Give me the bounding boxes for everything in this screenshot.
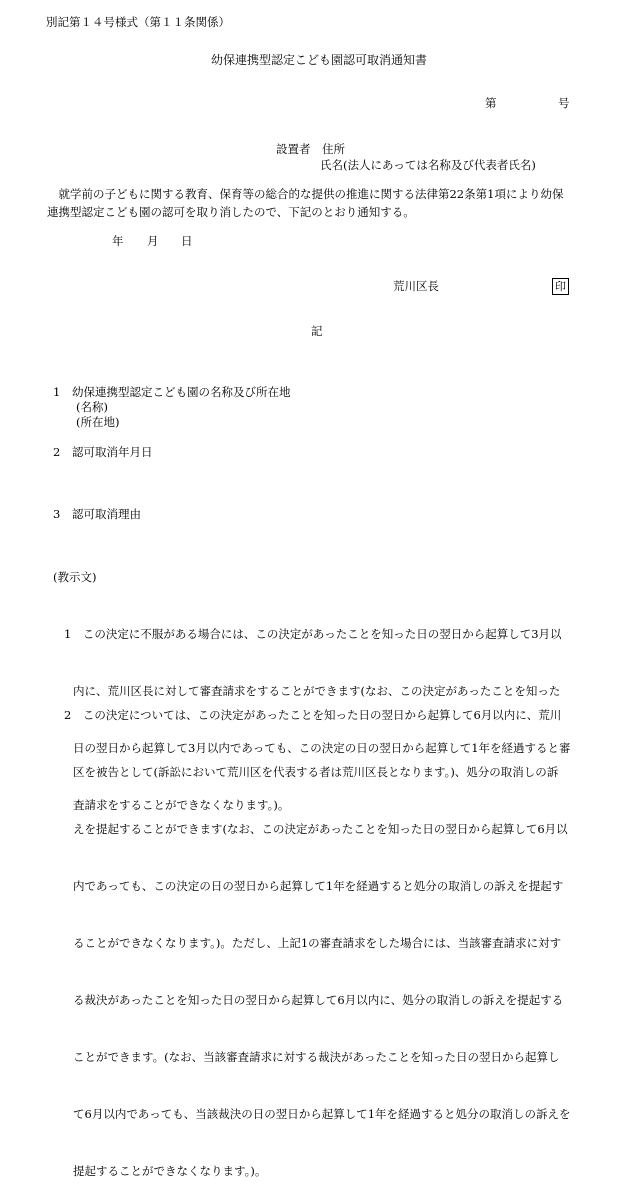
item-3-number: 3 [53,507,61,521]
item-3-label: 認可取消理由 [72,507,141,521]
document-title: 幼保連携型認定こども園認可取消通知書 [211,53,428,67]
instruction-p2-line: えを提起することができます(なお、この決定があったことを知った日の翌日から起算して6月以 [73,822,568,836]
address-label: 住所 [322,142,345,156]
instruction-p2-line: 内であっても、この決定の日の翌日から起算して1年を経過すると処分の取消しの訴えを提起す [73,879,564,893]
instruction-p1-line: 日の翌日から起算して3月以内であっても、この決定の日の翌日から起算して1年を経過すると審 [73,741,571,755]
item-1-label: 幼保連携型認定こども園の名称及び所在地 [72,385,291,399]
instruction-p2-line: て6月以内であっても、当該裁決の日の翌日から起算して1年を経過すると処分の取消しの訴えを [73,1107,571,1121]
body-line-1: 就学前の子どもに関する教育、保育等の総合的な提供の推進に関する法律第22条第1項により幼保 [47,187,564,201]
instruction-p2-line: 区を被告として(訴訟において荒川区を代表する者は荒川区長となります。)、処分の取消しの訴 [73,765,559,779]
date-day: 日 [181,234,193,248]
date-month: 月 [147,234,159,248]
name-label: 氏名(法人にあっては名称及び代表者氏名) [320,158,536,172]
instruction-paragraph-2 [64,668,571,1200]
instruction-p2-line: 提起することができなくなります。)。 [73,1164,267,1178]
item-1-name: (名称) [76,400,108,414]
instruction-p2-line: ことができます。(なお、当該審査請求に対する裁決があったことを知った日の翌日から起算し [73,1050,560,1064]
instruction-p2-line: 2 この決定については、この決定があったことを知った日の翌日から起算して6月以内に、荒川 [64,708,562,722]
ki-heading: 記 [311,324,323,338]
instruction-p1-line: 内に、荒川区長に対して審査請求をすることができます(なお、この決定があったことを知った [73,684,561,698]
establisher-label: 設置者 [276,142,311,156]
item-1-location: (所在地) [76,415,120,429]
seal-stamp: 印 [552,278,569,295]
item-2-label: 認可取消年月日 [72,445,153,459]
instruction-p1-line: 査請求をすることができなくなります。)。 [73,798,290,812]
instruction-heading: (教示文) [53,570,97,584]
date-year: 年 [112,234,124,248]
instruction-p2-line: ることができなくなります。)。ただし、上記1の審査請求をした場合には、当該審査請求に対す [73,936,562,950]
form-number: 別記第１４号様式（第１１条関係） [46,15,230,29]
instruction-p1-line: 1 この決定に不服がある場合には、この決定があったことを知った日の翌日から起算して3月以 [64,627,562,641]
item-1-number: 1 [53,385,61,399]
body-line-2: 連携型認定こども園の認可を取り消したので、下記のとおり通知する。 [47,205,415,219]
instruction-p2-line: る裁決があったことを知った日の翌日から起算して6月以内に、処分の取消しの訴えを提起する [73,993,564,1007]
item-2-number: 2 [53,445,61,459]
document-number-dai: 第 [485,96,497,110]
issuer: 荒川区長 [393,279,439,293]
document-number-go: 号 [558,96,570,110]
